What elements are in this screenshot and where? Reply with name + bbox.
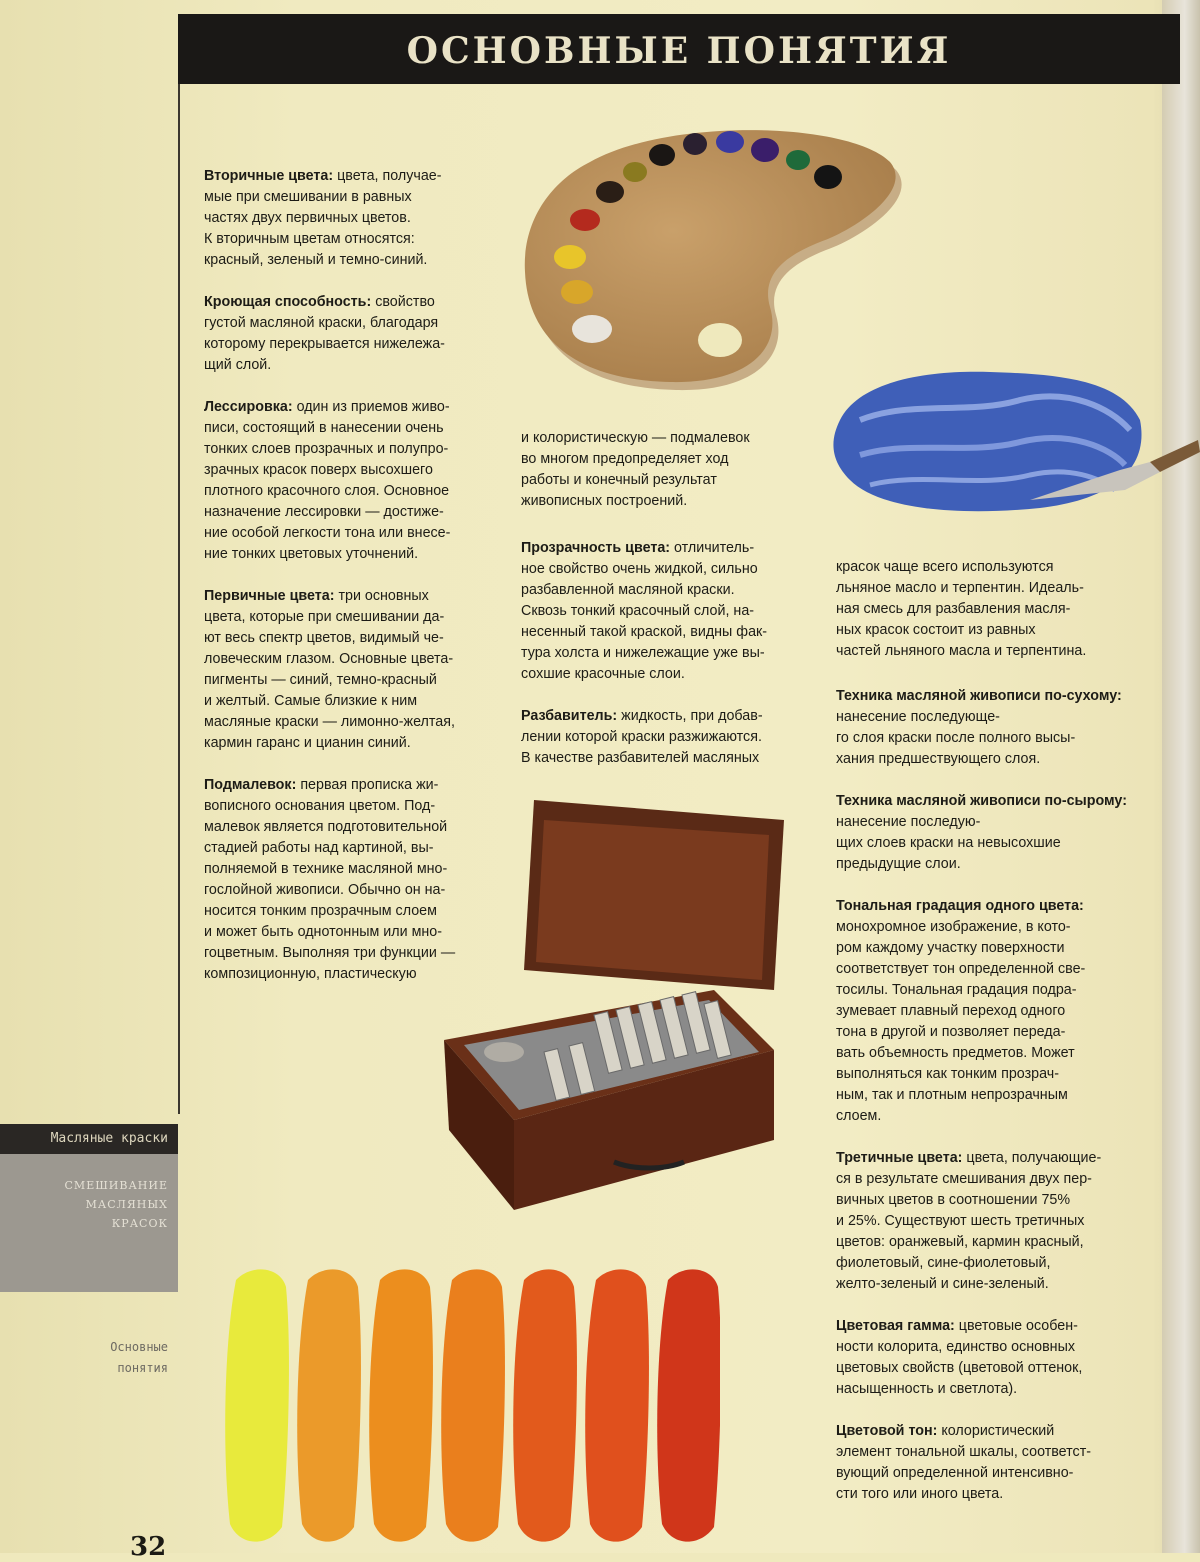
sidebar-current-item[interactable] [110,1337,168,1379]
text-line: го слоя краски после полного высы- [836,730,1076,746]
text-line: мые при смешивании в равных [204,189,412,205]
text-line: полняемой в технике масляной мно- [204,861,448,877]
term-tonal-gradation: Тональная градация одного цвета: [836,898,1084,914]
text-line: цветов: оранжевый, кармин красный, [836,1234,1084,1250]
text-line: несенный такой краской, видны фак- [521,624,768,640]
text-line: назначение лессировки — достиже- [204,504,444,520]
text-line: элемент тональной шкалы, соответст- [836,1444,1092,1460]
text-line: работы и конечный результат [521,472,717,488]
text-line: тосилы. Тональная градация подра- [836,982,1077,998]
blue-paint-knife-icon [820,360,1200,530]
column-3-continuation [836,557,1128,662]
definition-tonal-gradation [836,896,1128,1127]
text-line: вующий определенной интенсивно- [836,1465,1074,1481]
text-line: желто-зеленый и сине-зеленый. [836,1276,1049,1292]
text-line: сти того или иного цвета. [836,1486,1004,1502]
definition-thinner [521,706,799,769]
sidebar-section-tab[interactable] [0,1124,178,1154]
text-line: насыщенность и светлота). [836,1381,1018,1397]
text-line: жидкость, при добав- [617,708,763,724]
text-line: монохромное изображение, в кото- [836,919,1071,935]
sidebar-subsection-label [65,1176,168,1233]
definition-color-hue [836,1421,1128,1505]
text-line: зумевает плавный переход одного [836,1003,1066,1019]
text-line: нанесение последую- [836,814,981,830]
definition-glaze [204,397,494,565]
text-line: тура холста и нижележащие уже вы- [521,645,765,661]
text-line: частях двух первичных цветов. [204,210,411,226]
page-title: ОСНОВНЫЕ ПОНЯТИЯ [406,30,952,72]
term-underpainting: Подмалевок: [204,777,297,793]
text-line: понятия [117,1361,168,1375]
color-swatch [297,1269,361,1541]
text-line: один из приемов живо- [292,399,450,415]
margin-rule [178,84,180,1114]
text-line: соответствует тон определенной све- [836,961,1086,977]
text-line: ром каждому участку поверхности [836,940,1065,956]
text-line: Сквозь тонкий красочный слой, на- [521,603,755,619]
text-line: выполняться как тонким прозрач- [836,1066,1059,1082]
text-line: кармин гаранс и цианин синий. [204,735,411,751]
text-line: К вторичным цветам относятся: [204,231,415,247]
text-line: тона в другой и позволяет переда- [836,1024,1066,1040]
text-line: пигменты — синий, темно-красный [204,672,437,688]
text-line: цветовых свойств (цветовой оттенок, [836,1360,1083,1376]
text-line: щих слоев краски на невысохшие [836,835,1061,851]
text-line: стадией работы над картиной, вы- [204,840,434,856]
text-line: масляные краски — лимонно-желтая, [204,714,455,730]
term-color-hue: Цветовой тон: [836,1423,938,1439]
term-primary-colors: Первичные цвета: [204,588,335,604]
definition-wet-technique [836,791,1128,875]
definition-dry-technique [836,686,1128,770]
text-line: сохшие красочные слои. [521,666,685,682]
text-line: густой масляной краски, благодаря [204,315,439,331]
text-line: и колористическую — подмалевок [521,430,750,446]
text-line: красок чаще всего используются [836,559,1054,575]
text-line: колористический [937,1423,1055,1439]
page-number: 32 [130,1532,167,1562]
text-line: носится тонким прозрачным слоем [204,903,437,919]
text-line: разбавленной масляной краски. [521,582,735,598]
text-line: ние тонких цветовых уточнений. [204,546,419,562]
color-swatch [585,1269,649,1541]
text-line: цвета, которые при смешивании да- [204,609,445,625]
text-line: и может быть однотонным или мно- [204,924,443,940]
text-line: которому перекрывается нижележа- [204,336,445,352]
text-line: В качестве разбавителей масляных [521,750,760,766]
text-line: плотного красочного слоя. Основное [204,483,450,499]
definition-opacity [204,292,494,376]
text-line: частей льняного масла и терпентина. [836,643,1087,659]
text-line: и желтый. Самые близкие к ним [204,693,418,709]
text-line: вать объемность предметов. Может [836,1045,1075,1061]
text-line: во многом предопределяет ход [521,451,729,467]
text-line: зрачных красок поверх высохшего [204,462,433,478]
column-3 [836,686,1128,1526]
text-line: цвета, получающие- [962,1150,1102,1166]
text-line: хания предшествующего слоя. [836,751,1041,767]
text-line: ловеческим глазом. Основные цвета- [204,651,454,667]
text-line: цвета, получае- [333,168,442,184]
text-line: нанесение последующе- [836,709,1000,725]
definition-color-gamut [836,1316,1128,1400]
term-secondary-colors: Вторичные цвета: [204,168,334,184]
definition-tertiary-colors [836,1148,1128,1295]
text-line: ным, так и плотным непрозрачным [836,1087,1068,1103]
term-glaze: Лессировка: [204,399,293,415]
term-opacity: Кроющая способность: [204,294,372,310]
color-swatches-icon [220,1262,720,1552]
text-line: первая прописка жи- [296,777,439,793]
color-swatch [513,1269,577,1541]
text-line: ности колорита, единство основных [836,1339,1076,1355]
text-line: ют весь спектр цветов, видимый че- [204,630,444,646]
text-line: тонких слоев прозрачных и полупро- [204,441,449,457]
text-line: ся в результате смешивания двух пер- [836,1171,1092,1187]
text-line: живописных построений. [521,493,688,509]
text-line: малевок является подготовительной [204,819,448,835]
definition-transparency [521,538,799,685]
text-line: три основных [334,588,429,604]
term-dry-technique: Техника масляной живописи по-сухому: [836,688,1122,704]
term-wet-technique: Техника масляной живописи по-сырому: [836,793,1127,809]
text-line: красный, зеленый и темно-синий. [204,252,428,268]
text-line: гослойной живописи. Обычно он на- [204,882,446,898]
color-swatch [225,1269,289,1541]
text-line: льняное масло и терпентин. Идеаль- [836,580,1084,596]
text-line: писи, состоящий в нанесении очень [204,420,444,436]
text-line: предыдущие слои. [836,856,961,872]
term-color-gamut: Цветовая гамма: [836,1318,955,1334]
column-2-continuation [521,428,799,512]
term-tertiary-colors: Третичные цвета: [836,1150,963,1166]
book-spine-edge [1162,0,1200,1553]
term-transparency: Прозрачность цвета: [521,540,671,556]
text-line: Основные [110,1340,168,1354]
text-line: КРАСОК [111,1217,168,1230]
text-line: гоцветным. Выполняя три функции — [204,945,456,961]
text-line: ние особой легкости тона или внесе- [204,525,451,541]
artist-palette-icon [520,122,910,392]
text-line: ное свойство очень жидкой, сильно [521,561,758,577]
text-line: вичных цветов в соотношении 75% [836,1192,1071,1208]
text-line: вописного основания цветом. Под- [204,798,436,814]
text-line: ных красок состоит из равных [836,622,1036,638]
text-line: фиолетовый, сине-фиолетовый, [836,1255,1051,1271]
text-line: и 25%. Существуют шесть третичных [836,1213,1085,1229]
title-bar [178,14,1180,84]
text-line: СМЕШИВАНИЕ [64,1179,168,1192]
sidebar-subsection[interactable] [0,1154,178,1292]
text-line: свойство [371,294,435,310]
color-swatch [369,1269,433,1541]
column-2 [521,538,799,790]
text-line: слоем. [836,1108,882,1124]
color-swatch [657,1269,720,1541]
text-line: лении которой краски разжижаются. [521,729,762,745]
paint-box-icon [424,790,784,1220]
text-line: отличитель- [670,540,755,556]
text-line: щий слой. [204,357,272,373]
definition-primary-colors [204,586,494,754]
color-swatch [441,1269,505,1541]
definition-secondary-colors [204,166,494,271]
sidebar-section-label: Масляные краски [50,1131,168,1146]
text-line: МАСЛЯНЫХ [85,1198,168,1211]
term-thinner: Разбавитель: [521,708,618,724]
text-line: ная смесь для разбавления масля- [836,601,1071,617]
text-line: цветовые особен- [954,1318,1078,1334]
text-line: композиционную, пластическую [204,966,417,982]
